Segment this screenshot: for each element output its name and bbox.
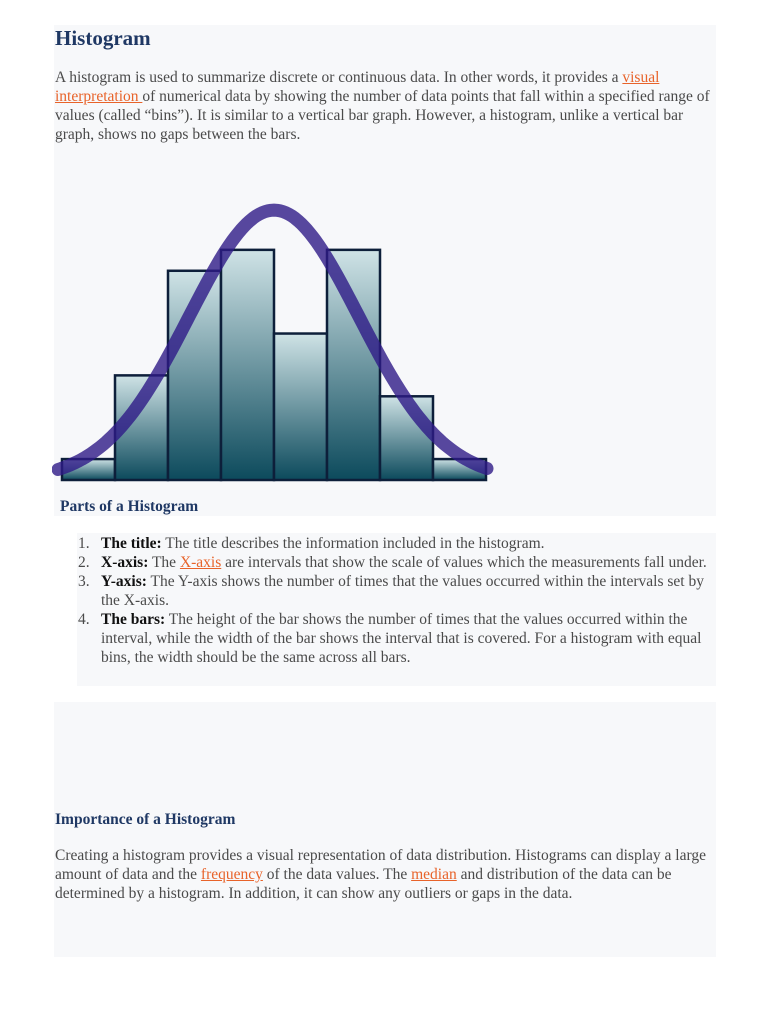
content-panel-bottom — [54, 702, 716, 957]
intro-text-after: of numerical data by showing the number of data points that fall within a specified range of values (called “bins”). It is similar to a vertical bar graph. However, a histogram, unlike a vertical bar graph, shows no gaps between the bars. — [55, 88, 710, 143]
frequency-link[interactable]: frequency — [200, 866, 263, 883]
list-item-text-pre: The — [148, 554, 180, 571]
list-number: 4. — [78, 611, 90, 628]
list-item-x-axis — [78, 553, 713, 572]
histogram-bars — [62, 250, 486, 480]
list-number: 3. — [78, 573, 90, 590]
list-item-label: The bars: — [101, 611, 166, 628]
list-number: 1. — [78, 535, 90, 552]
list-item-title — [78, 534, 713, 553]
list-item-label: X-axis: — [101, 554, 149, 571]
histogram-bar-5 — [274, 334, 327, 480]
list-item-bars — [78, 610, 713, 667]
list-item-text: The height of the bar shows the number of times that the values occurred within the interval, while the width of the bar shows the interval that is covered. For a histogram with equal bins, the width should be the same across all bars. — [101, 611, 702, 666]
intro-text-before: A histogram is used to summarize discrete or continuous data. In other words, it provides a — [55, 69, 623, 86]
visual-interpretation-link[interactable]: visual interpretation — [55, 69, 660, 105]
list-item-text: The title describes the information included in the histogram. — [161, 535, 545, 552]
median-link[interactable]: median — [411, 866, 457, 883]
histogram-bar-4 — [221, 250, 274, 480]
list-item-label: The title: — [101, 535, 162, 552]
page-title: Histogram — [55, 26, 151, 50]
x-axis-link[interactable]: X-axis — [179, 554, 222, 571]
parts-list — [78, 534, 713, 667]
list-item-label: Y-axis: — [101, 573, 147, 590]
importance-paragraph — [55, 846, 715, 903]
intro-paragraph — [55, 68, 715, 144]
list-item-text: The Y-axis shows the number of times that the values occurred within the intervals set by the X-axis. — [101, 573, 704, 609]
list-number: 2. — [78, 554, 90, 571]
importance-heading: Importance of a Histogram — [55, 811, 236, 828]
importance-text-2: of the data values. The — [262, 866, 412, 883]
list-item-y-axis — [78, 572, 713, 610]
importance-text-3: and distribution of the data can be determined by a histogram. In addition, it can show any outliers or gaps in the data. — [55, 866, 672, 902]
list-item-text: are intervals that show the scale of values which the measurements fall under. — [221, 554, 707, 571]
histogram-chart — [52, 190, 496, 490]
parts-heading: Parts of a Histogram — [60, 498, 199, 515]
importance-text-1: Creating a histogram provides a visual representation of data distribution. Histograms can display a large amount of data and the — [55, 847, 706, 883]
